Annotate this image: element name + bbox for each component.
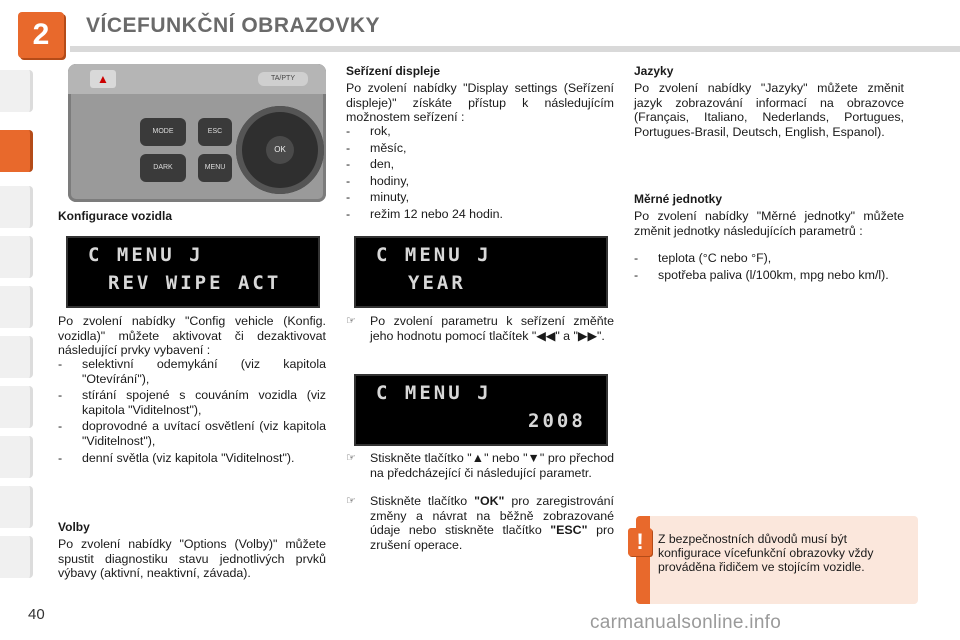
chapter-tab-9[interactable]: [0, 486, 33, 528]
chapter-tab-5[interactable]: [0, 286, 33, 328]
vehicle-config-heading: Konfigurace vozidla: [58, 209, 173, 223]
arrow-down-icon: ▼: [527, 451, 540, 465]
units-heading: Měrné jednotky: [634, 192, 723, 206]
pointer-icon: ☞: [346, 315, 356, 327]
warning-text: Z bezpečnostních důvodů musí být konfigurace vícefunkční obrazovky vždy prováděna řidičem ve stojícím vozidle.: [658, 532, 874, 574]
chapter-tab-4[interactable]: [0, 236, 33, 278]
list-item: - spotřeba paliva (l/100km, mpg nebo km/l).: [634, 267, 889, 282]
lcd-line-1: C MENU J: [88, 244, 204, 266]
list-item: - teplota (°C nebo °F),: [634, 251, 772, 265]
adjust-note: ☞ Po zvolení parametru k seřízení změňte jeho hodnotu pomocí tlačítek "◀◀" a "▶▶".: [346, 314, 614, 343]
fast-forward-icon: ▶▶: [577, 328, 597, 343]
chapter-tab-1[interactable]: [0, 70, 33, 112]
header-divider: [70, 46, 960, 52]
chapter-badge: 2: [18, 12, 64, 58]
lcd-line-1: C MENU J: [376, 382, 492, 404]
pointer-icon: ☞: [346, 452, 356, 464]
console-illustration: [68, 64, 326, 202]
chapter-tab-7[interactable]: [0, 386, 33, 428]
esc-button: ESC: [198, 118, 232, 146]
navigate-note: ☞ Stiskněte tlačítko "▲" nebo "▼" pro přechod na předcházející či následující parametr.: [346, 451, 615, 480]
list-item: - selektivní odemykání (viz kapitola "Otevírání"),: [58, 357, 326, 386]
languages-text: Po zvolení nabídky "Jazyky" můžete změnit jazyk zobrazování informací na obrazovce (Français, Italiano, Nederlands, Portugues, Portugues-Brasil, Deutsch, English, Espanol).: [634, 81, 904, 139]
units-text: Po zvolení nabídky "Měrné jednotky" můžete změnit jednotky následujících parametrů :: [634, 209, 904, 238]
chapter-tab-2[interactable]: [0, 130, 33, 172]
list-item: - denní světla (viz kapitola "Viditelnost").: [58, 450, 295, 465]
lcd-year-value: [354, 374, 608, 446]
lcd-year-menu: [354, 236, 608, 308]
warning-icon: !: [628, 528, 652, 556]
hazard-icon: ▲: [90, 70, 116, 88]
chapter-tab-8[interactable]: [0, 436, 33, 478]
chapter-tab-6[interactable]: [0, 336, 33, 378]
rewind-icon: ◀◀: [536, 328, 556, 343]
chapter-tab-10[interactable]: [0, 536, 33, 578]
units-list: [634, 251, 904, 284]
lcd-line-2: REV WIPE ACT: [108, 272, 282, 294]
display-settings-intro: Po zvolení nabídky "Display settings (Seřízení displeje)" získáte přístup k následujícím možnostem seřízení :: [346, 81, 614, 125]
list-item: - stírání spojené s couváním vozidla (viz kapitola "Viditelnost"),: [58, 388, 326, 417]
lcd-line-1: C MENU J: [376, 244, 492, 266]
watermark: carmanualsonline.info: [590, 612, 782, 633]
lcd-line-2: 2008: [528, 410, 586, 432]
page-number: 40: [28, 606, 45, 623]
display-settings-list: [346, 124, 614, 224]
list-item: - doprovodné a uvítací osvětlení (viz kapitola "Viditelnost"),: [58, 419, 326, 448]
menu-button: MENU: [198, 154, 232, 182]
pointer-icon: ☞: [346, 495, 356, 507]
mode-button: MODE: [140, 118, 186, 146]
vehicle-config-intro: Po zvolení nabídky "Config vehicle (Konfig. vozidla)" můžete aktivovat či dezaktivovat následující prvky vybavení :: [58, 314, 326, 358]
lcd-line-2: YEAR: [408, 272, 466, 294]
ok-button: OK: [266, 136, 294, 164]
list-item: - hodiny,: [346, 173, 410, 188]
list-item: - měsíc,: [346, 140, 407, 155]
page-title: VÍCEFUNKČNÍ OBRAZOVKY: [86, 14, 381, 37]
lcd-vehicle-config: [66, 236, 320, 308]
display-settings-heading: Seřízení displeje: [346, 64, 441, 78]
vehicle-config-list: [58, 357, 326, 467]
dark-button: DARK: [140, 154, 186, 182]
options-text: Po zvolení nabídky "Options (Volby)" můžete spustit diagnostiku stavu jednotlivých prvků výbavy (aktivní, neaktivní, závada).: [58, 537, 326, 581]
list-item: - rok,: [346, 124, 391, 138]
arrow-up-icon: ▲: [471, 451, 485, 465]
confirm-note: ☞ Stiskněte tlačítko "OK" pro zaregistrování změny a návrat na běžně zobrazované údaje nebo stiskněte tlačítko "ESC" pro zrušení operace.: [346, 494, 614, 552]
list-item: - minuty,: [346, 190, 410, 205]
chapter-tab-3[interactable]: [0, 186, 33, 228]
options-heading: Volby: [58, 520, 90, 534]
ta-pty-button: TA/PTY: [258, 72, 308, 86]
languages-heading: Jazyky: [634, 64, 674, 78]
list-item: - den,: [346, 157, 395, 172]
list-item: - režim 12 nebo 24 hodin.: [346, 206, 503, 221]
